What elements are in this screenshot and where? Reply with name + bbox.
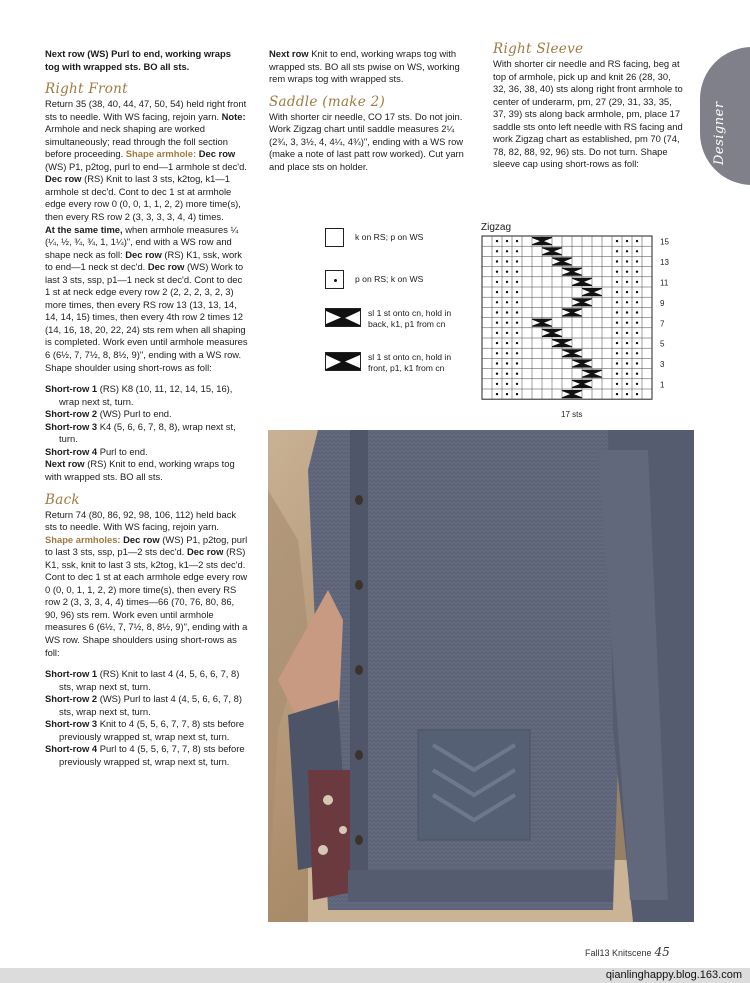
purl-dot	[496, 393, 498, 395]
purl-dot	[516, 322, 518, 324]
purl-dot	[516, 373, 518, 375]
purl-dot	[506, 373, 508, 375]
purl-dot	[636, 383, 638, 385]
purl-dot	[496, 332, 498, 334]
page-footer	[585, 946, 670, 960]
heading-right-front: Right Front	[45, 81, 128, 98]
purl-dot	[636, 373, 638, 375]
column-3	[493, 41, 683, 171]
purl-dot	[636, 393, 638, 395]
purl-dot	[626, 281, 628, 283]
purl-dot	[626, 322, 628, 324]
photo-illustration	[268, 430, 694, 922]
legend-item-purl	[325, 270, 445, 294]
purl-dot	[506, 332, 508, 334]
legend-item-knit	[325, 228, 445, 252]
legend-item-left-cable	[325, 352, 458, 376]
designer-tab	[700, 47, 750, 185]
column-1	[45, 48, 248, 768]
model-photo	[268, 430, 694, 922]
purl-dot	[516, 393, 518, 395]
row-number-label: 13	[660, 258, 669, 268]
purl-dot	[496, 271, 498, 273]
purl-dot	[626, 240, 628, 242]
purl-dot	[636, 250, 638, 252]
purl-dot	[516, 250, 518, 252]
purl-dot	[496, 240, 498, 242]
purl-dot	[516, 240, 518, 242]
purl-dot	[616, 240, 618, 242]
purl-dot	[506, 362, 508, 364]
purl-dot	[506, 322, 508, 324]
purl-dot	[626, 260, 628, 262]
purl-dot	[516, 311, 518, 313]
purl-dot	[626, 393, 628, 395]
zigzag-chart	[481, 222, 701, 422]
purl-dot	[616, 260, 618, 262]
right-cable-icon	[325, 308, 361, 327]
legend-text: sl 1 st onto cn, hold in front, p1, k1 from cn	[368, 352, 452, 373]
purl-dot	[616, 281, 618, 283]
purl-dot	[626, 352, 628, 354]
paragraph: Next row (WS) Purl to end, working wraps tog with wrapped sts. BO all sts.	[45, 48, 231, 72]
short-row-1: Short-row 1 (RS) K8 (10, 11, 12, 14, 15, 16), wrap next st, turn.	[45, 383, 233, 407]
row-number-label: 3	[660, 360, 665, 370]
purl-dot	[516, 362, 518, 364]
row-number-label: 9	[660, 298, 665, 308]
purl-dot	[616, 373, 618, 375]
purl-dot	[516, 271, 518, 273]
purl-dot	[616, 301, 618, 303]
purl-dot	[616, 311, 618, 313]
purl-dot	[626, 291, 628, 293]
purl-dot	[516, 301, 518, 303]
purl-dot	[506, 311, 508, 313]
purl-dot	[636, 311, 638, 313]
purl-dot	[626, 373, 628, 375]
purl-dot	[506, 383, 508, 385]
row-number-label: 1	[660, 380, 665, 390]
purl-dot	[516, 260, 518, 262]
back-short-row-1: Short-row 1 (RS) Knit to last 4 (4, 5, 6, 6, 7, 8) sts, wrap next st, turn.	[45, 668, 240, 692]
back-short-row-2: Short-row 2 (WS) Purl to last 4 (4, 5, 6, 6, 7, 8) sts, wrap next st, turn.	[45, 693, 242, 717]
purl-dot	[516, 352, 518, 354]
row-number-label: 7	[660, 319, 665, 329]
purl-dot	[616, 322, 618, 324]
purl-dot	[626, 311, 628, 313]
purl-dot	[506, 240, 508, 242]
designer-tab-label: Designer	[712, 101, 727, 165]
purl-dot	[496, 373, 498, 375]
purl-dot	[506, 260, 508, 262]
legend-text: p on RS; k on WS	[355, 274, 424, 284]
purl-dot	[496, 311, 498, 313]
paragraph-back: Return 74 (80, 86, 92, 98, 106, 112) held back sts to needle. With WS facing, rejoin yarn. Shape armholes: Dec row (WS) P1, p2tog, purl to last 3 sts, ssp, p1—2 sts dec'd. Dec row (RS) K1, ssk, knit to last 3 sts, k2tog, k1—2 sts dec'd. Cont to dec 1 st at each armhole edge every row 0 (0, 0, 1, 1, 2, 2) more time(s), then every RS row 2 (3, 3, 3, 4, 4) times—66 (70, 76, 80, 86, 90, 96) sts rem. Work even until armhole measures 6 (6½, 7, 7½, 8, 8½, 9)", ending with a WS row. Shape shoulders using short-rows as foll:	[45, 508, 248, 658]
purl-dot	[506, 393, 508, 395]
chart-grid	[481, 235, 696, 410]
purl-dot	[636, 291, 638, 293]
purl-dot	[636, 342, 638, 344]
purl-dot	[506, 271, 508, 273]
purl-dot	[506, 301, 508, 303]
chart-stitch-count: 17 sts	[561, 410, 583, 419]
purl-dot	[626, 362, 628, 364]
purl-dot	[616, 291, 618, 293]
purl-dot	[636, 362, 638, 364]
short-row-4: Short-row 4 Purl to end.	[45, 445, 148, 457]
purl-dot	[496, 352, 498, 354]
purl-dot	[616, 352, 618, 354]
row-number-label: 15	[660, 237, 669, 247]
purl-dot	[506, 281, 508, 283]
purl-dot	[636, 240, 638, 242]
purl-dot	[626, 342, 628, 344]
next-row: Next row Knit to end, working wraps tog with wrapped sts. BO all sts pwise on WS, working rem wraps tog with wrapped sts.	[269, 48, 460, 85]
purl-dot	[496, 250, 498, 252]
row-number-label: 11	[660, 278, 669, 288]
row-number-label: 5	[660, 339, 665, 349]
purl-dot	[496, 362, 498, 364]
purl-dot	[636, 301, 638, 303]
paragraph-saddle: With shorter cir needle, CO 17 sts. Do not join. Work Zigzag chart until saddle measures 2¼ (2¾, 3, 3½, 4, 4¼, 4¾)", ending with a WS row (make a note of last patt row worked). Cut yarn and place sts on holder.	[269, 110, 464, 172]
next-row: Next row (RS) Knit to end, working wraps tog with wrapped sts. BO all sts.	[45, 458, 235, 482]
paragraph-right-front: Return 35 (38, 40, 44, 47, 50, 54) held right front sts to needle. With WS facing, rejoin yarn. Note: Armhole and neck shaping are worked simultaneously; read through the foll section before proceeding. Shape armhole: Dec row (WS) P1, p2tog, purl to end—1 armhole st dec'd. Dec row (RS) Knit to last 3 sts, k2tog, k1—1 armhole st dec'd. Cont to dec 1 st at armhole edge every row 0 (0, 0, 1, 1, 2, 2) more time(s), then every RS row 2 (3, 3, 3, 3, 4, 4) times. At the same time, when armhole measures ¼ (¼, ½, ¾, ¾, 1, 1¼)", end with a WS row and shape neck as foll: Dec row (RS) K1, ssk, work to end—1 neck st dec'd. Dec row (WS) Work to last 3 sts, ssp, p1—1 neck st dec'd. Cont to dec 1 st at neck edge every row 2 (2, 2, 2, 3, 2, 3) more times, then every RS row 13 (13, 13, 14, 14, 14, 15) times, then every 4th row 2 times 12 (14, 16, 18, 20, 22, 24) sts rem when all shaping is completed. Work even until armhole measures 6 (6½, 7, 7½, 8, 8½, 9)", ending with a WS row. Shape shoulder using short-rows as foll:	[45, 98, 248, 373]
purl-dot	[636, 271, 638, 273]
back-short-row-4: Short-row 4 Purl to 4 (5, 5, 6, 7, 7, 8) sts before previously wrapped st, wrap next st, turn.	[45, 743, 245, 767]
purl-dot	[616, 250, 618, 252]
paragraph-right-sleeve: With shorter cir needle and RS facing, beg at top of armhole, pick up and knit 26 (28, 30, 32, 36, 38, 40) sts along right front armhole to center of underarm, pm, 27 (29, 31, 33, 35, 37, 39) sts along back armhole, pm, place 17 saddle sts onto left needle with RS facing and work Zigzag chart as established, pm 70 (74, 78, 82, 88, 92, 96) sts. Do not turn. Shape sleeve cap using short-rows as foll:	[493, 58, 683, 170]
purl-dot	[516, 291, 518, 293]
purl-dot	[616, 342, 618, 344]
watermark: qianlinghappy.blog.163.com	[605, 969, 742, 981]
left-cable-icon	[325, 352, 361, 371]
back-short-row-3: Short-row 3 Knit to 4 (5, 5, 6, 7, 7, 8) sts before previously wrapped st, wrap next st, turn.	[45, 718, 245, 742]
heading-saddle: Saddle (make 2)	[269, 93, 386, 110]
purl-dot	[616, 393, 618, 395]
heading-right-sleeve: Right Sleeve	[493, 41, 584, 57]
purl-dot	[496, 322, 498, 324]
purl-dot	[636, 281, 638, 283]
heading-back: Back	[45, 491, 80, 508]
legend-text: sl 1 st onto cn, hold in back, k1, p1 from cn	[368, 308, 452, 329]
purl-dot	[636, 332, 638, 334]
purl-dot	[506, 352, 508, 354]
purl-dot	[626, 271, 628, 273]
purl-dot	[616, 271, 618, 273]
purl-dot	[496, 383, 498, 385]
page-number: 45	[654, 945, 670, 959]
purl-dot	[516, 332, 518, 334]
purl-dot	[616, 383, 618, 385]
dot-square-icon	[325, 270, 344, 289]
purl-dot	[616, 362, 618, 364]
blank-square-icon	[325, 228, 344, 247]
purl-dot	[626, 250, 628, 252]
purl-dot	[496, 301, 498, 303]
short-row-3: Short-row 3 K4 (5, 6, 6, 7, 8, 8), wrap next st, turn.	[45, 420, 236, 445]
purl-dot	[616, 332, 618, 334]
issue-name: Fall13 Knitscene	[585, 948, 652, 958]
purl-dot	[516, 383, 518, 385]
purl-dot	[626, 301, 628, 303]
purl-dot	[506, 250, 508, 252]
legend-text: k on RS; p on WS	[355, 232, 424, 242]
column-2	[269, 48, 474, 173]
chart-title: Zigzag	[481, 222, 512, 233]
purl-dot	[506, 291, 508, 293]
purl-dot	[516, 281, 518, 283]
purl-dot	[496, 342, 498, 344]
purl-dot	[516, 342, 518, 344]
purl-dot	[626, 332, 628, 334]
purl-dot	[506, 342, 508, 344]
purl-dot	[496, 281, 498, 283]
purl-dot	[496, 291, 498, 293]
purl-dot	[626, 383, 628, 385]
purl-dot	[636, 260, 638, 262]
legend-item-right-cable	[325, 308, 458, 332]
short-row-2: Short-row 2 (WS) Purl to end.	[45, 408, 172, 420]
purl-dot	[636, 352, 638, 354]
purl-dot	[636, 322, 638, 324]
purl-dot	[496, 260, 498, 262]
